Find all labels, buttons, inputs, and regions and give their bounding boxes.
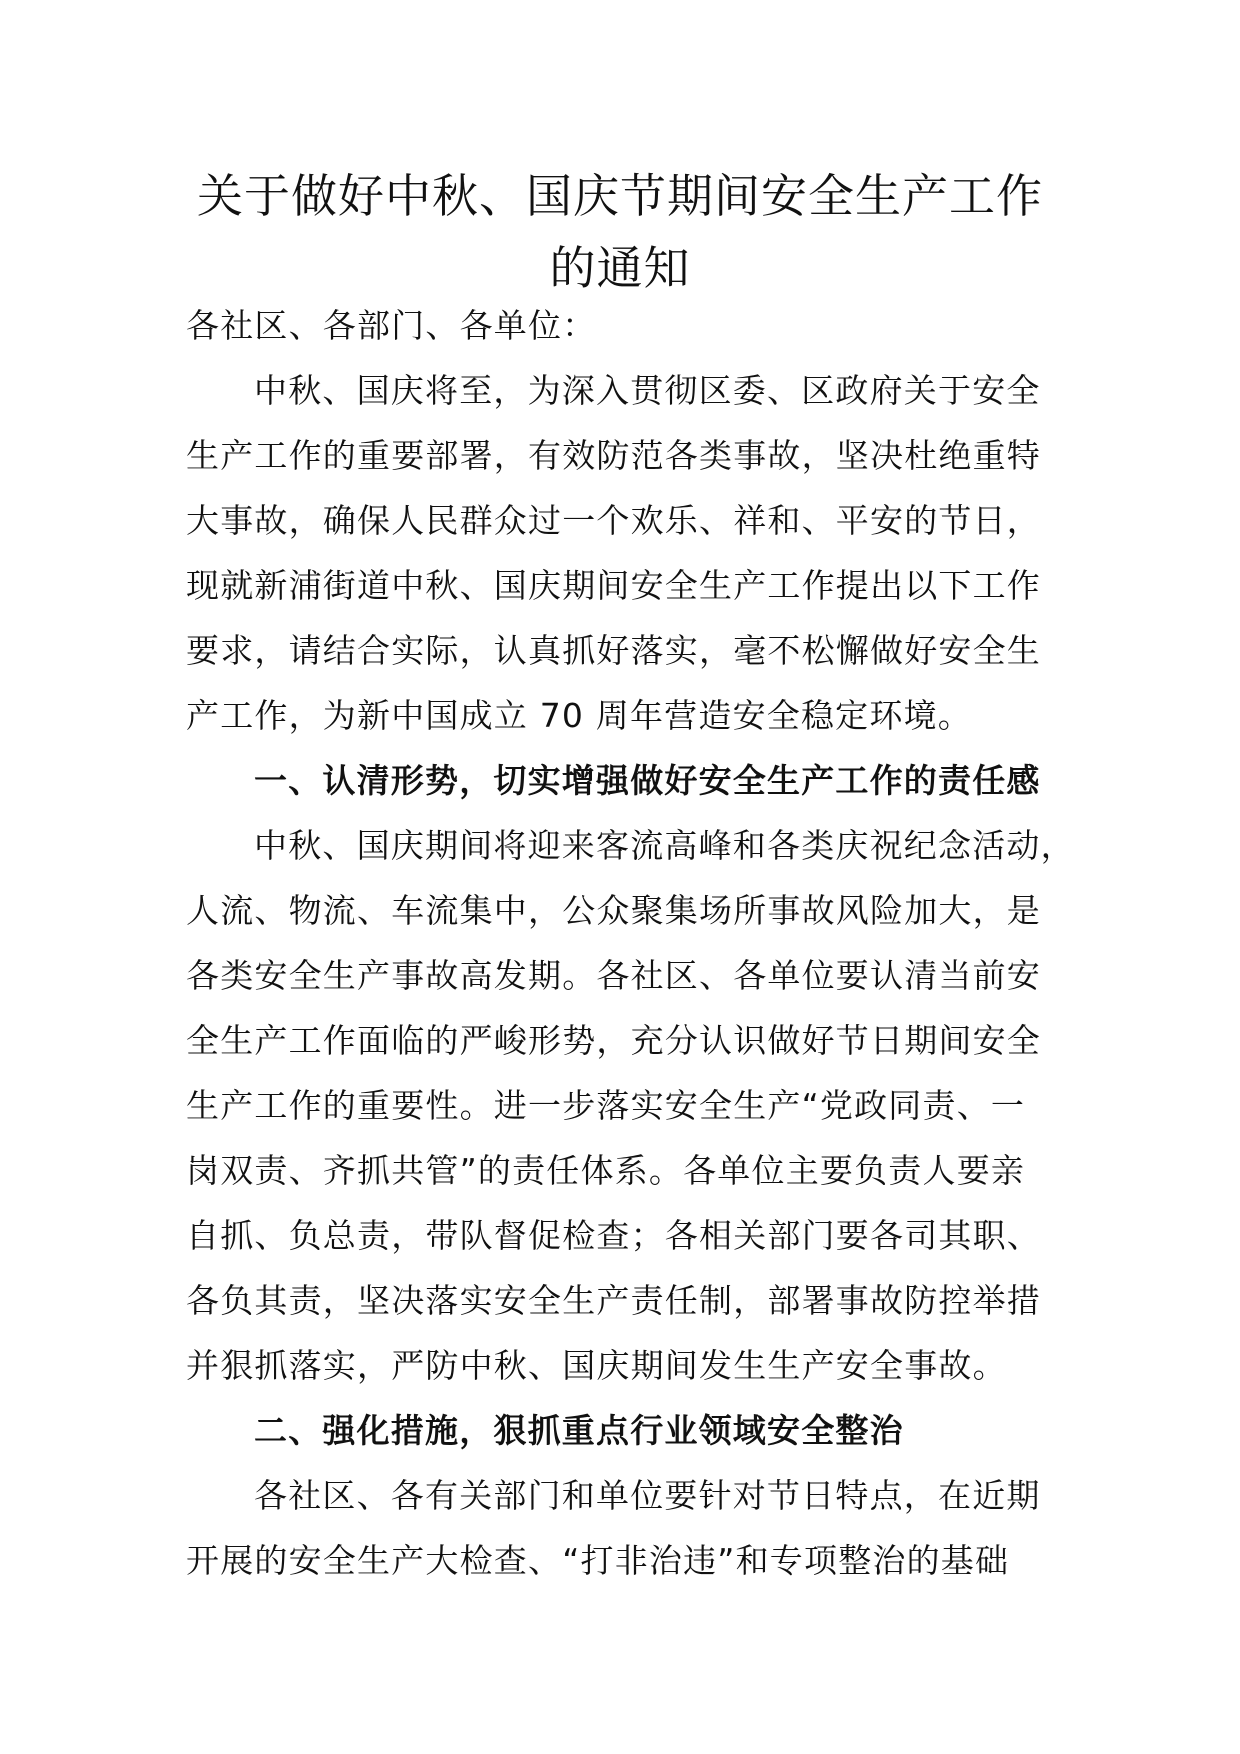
paragraph-line: 开展的安全生产大检查、“打非治违”和专项整治的基础 bbox=[186, 1541, 1010, 1580]
section-heading: 一、认清形势，切实增强做好安全生产工作的责任感 bbox=[254, 761, 1041, 800]
paragraph-line: 产工作，为新中国成立 70 周年营造安全稳定环境。 bbox=[186, 696, 972, 735]
paragraph-line: 要求，请结合实际，认真抓好落实，毫不松懈做好安全生 bbox=[186, 631, 1041, 670]
salutation: 各社区、各部门、各单位： bbox=[186, 306, 597, 345]
body-text bbox=[186, 358, 1086, 1593]
paragraph-line: 自抓、负总责，带队督促检查；各相关部门要各司其职、 bbox=[186, 1216, 1041, 1255]
paragraph-line: 各社区、各有关部门和单位要针对节日特点，在近期 bbox=[254, 1476, 1041, 1515]
paragraph-line: 现就新浦街道中秋、国庆期间安全生产工作提出以下工作 bbox=[186, 566, 1041, 605]
paragraph-line: 岗双责、齐抓共管”的责任体系。各单位主要负责人要亲 bbox=[186, 1151, 1026, 1190]
document-title-line-1: 关于做好中秋、国庆节期间安全生产工作 bbox=[197, 169, 1043, 223]
paragraph-line: 全生产工作面临的严峻形势，充分认识做好节日期间安全 bbox=[186, 1021, 1041, 1060]
section-heading: 二、强化措施，狠抓重点行业领域安全整治 bbox=[254, 1411, 904, 1450]
document-title-line-2: 的通知 bbox=[549, 241, 691, 295]
document-body bbox=[186, 293, 1086, 1593]
paragraph-line: 中秋、国庆将至，为深入贯彻区委、区政府关于安全 bbox=[254, 371, 1041, 410]
paragraph-line: 生产工作的重要部署，有效防范各类事故，坚决杜绝重特 bbox=[186, 436, 1041, 475]
paragraph-line: 各类安全生产事故高发期。各社区、各单位要认清当前安 bbox=[186, 956, 1041, 995]
paragraph-line: 大事故，确保人民群众过一个欢乐、祥和、平安的节日， bbox=[186, 501, 1041, 540]
paragraph-line: 生产工作的重要性。进一步落实安全生产“党政同责、一 bbox=[186, 1086, 1026, 1125]
paragraph-line: 人流、物流、车流集中，公众聚集场所事故风险加大，是 bbox=[186, 891, 1041, 930]
paragraph-line: 并狠抓落实，严防中秋、国庆期间发生生产安全事故。 bbox=[186, 1346, 1007, 1385]
paragraph-line: 各负其责，坚决落实安全生产责任制，部署事故防控举措 bbox=[186, 1281, 1041, 1320]
paragraph-line: 中秋、国庆期间将迎来客流高峰和各类庆祝纪念活动， bbox=[254, 826, 1075, 865]
